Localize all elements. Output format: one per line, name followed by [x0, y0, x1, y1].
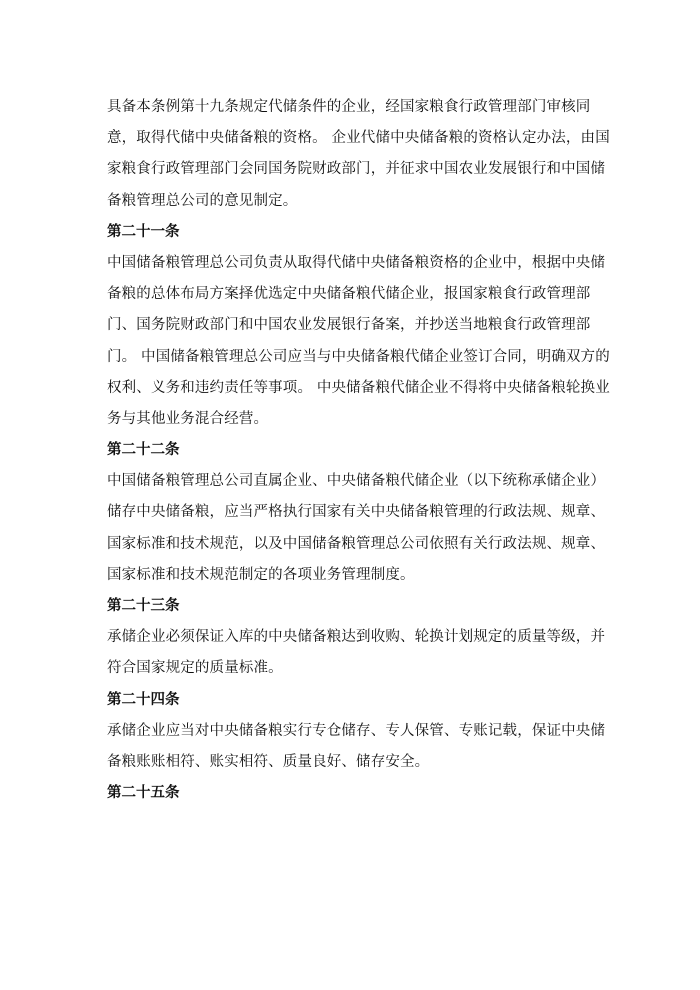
paragraph-line: 承储企业必须保证入库的中央储备粮达到收购、轮换计划规定的质量等级，并 — [107, 629, 606, 646]
paragraph-line: 中国储备粮管理总公司负责从取得代储中央储备粮资格的企业中，根据中央储 — [107, 254, 606, 271]
paragraph-line: 家粮食行政管理部门会同国务院财政部门，并征求中国农业发展银行和中国储 — [107, 161, 606, 178]
paragraph-line: 备粮账账相符、账实相符、质量良好、储存安全。 — [107, 753, 430, 770]
paragraph-line: 意，取得代储中央储备粮的资格。 企业代储中央储备粮的资格认定办法，由国 — [107, 130, 610, 147]
article-heading-25: 第二十五条 — [107, 785, 180, 802]
paragraph-line: 门、国务院财政部门和中国农业发展银行备案，并抄送当地粮食行政管理部 — [107, 317, 591, 334]
paragraph-line: 承储企业应当对中央储备粮实行专仓储存、专人保管、专账记载，保证中央储 — [107, 722, 606, 739]
article-heading-21: 第二十一条 — [107, 223, 180, 240]
document-body — [107, 92, 610, 809]
paragraph-line: 国家标准和技术规范，以及中国储备粮管理总公司依照有关行政法规、规章、 — [107, 535, 606, 552]
paragraph-line: 权利、义务和违约责任等事项。 中央储备粮代储企业不得将中央储备粮轮换业 — [107, 379, 610, 396]
paragraph-line: 符合国家规定的质量标准。 — [107, 660, 283, 677]
article-heading-23: 第二十三条 — [107, 598, 180, 614]
paragraph-line: 具备本条例第十九条规定代储条件的企业，经国家粮食行政管理部门审核同 — [107, 99, 591, 115]
paragraph-line: 门。 中国储备粮管理总公司应当与中央储备粮代储企业签订合同，明确双方的 — [107, 348, 610, 365]
paragraph-line: 备粮的总体布局方案择优选定中央储备粮代储企业，报国家粮食行政管理部 — [107, 286, 591, 303]
paragraph-line: 储存中央储备粮，应当严格执行国家有关中央储备粮管理的行政法规、规章、 — [107, 504, 606, 521]
paragraph-line: 国家标准和技术规范制定的各项业务管理制度。 — [107, 566, 415, 583]
article-heading-24: 第二十四条 — [107, 691, 180, 708]
paragraph-line: 中国储备粮管理总公司直属企业、中央储备粮代储企业（以下统称承储企业） — [107, 473, 606, 490]
article-heading-22: 第二十二条 — [107, 442, 180, 459]
paragraph-line: 备粮管理总公司的意见制定。 — [107, 192, 298, 209]
paragraph-line: 务与其他业务混合经营。 — [107, 410, 269, 427]
